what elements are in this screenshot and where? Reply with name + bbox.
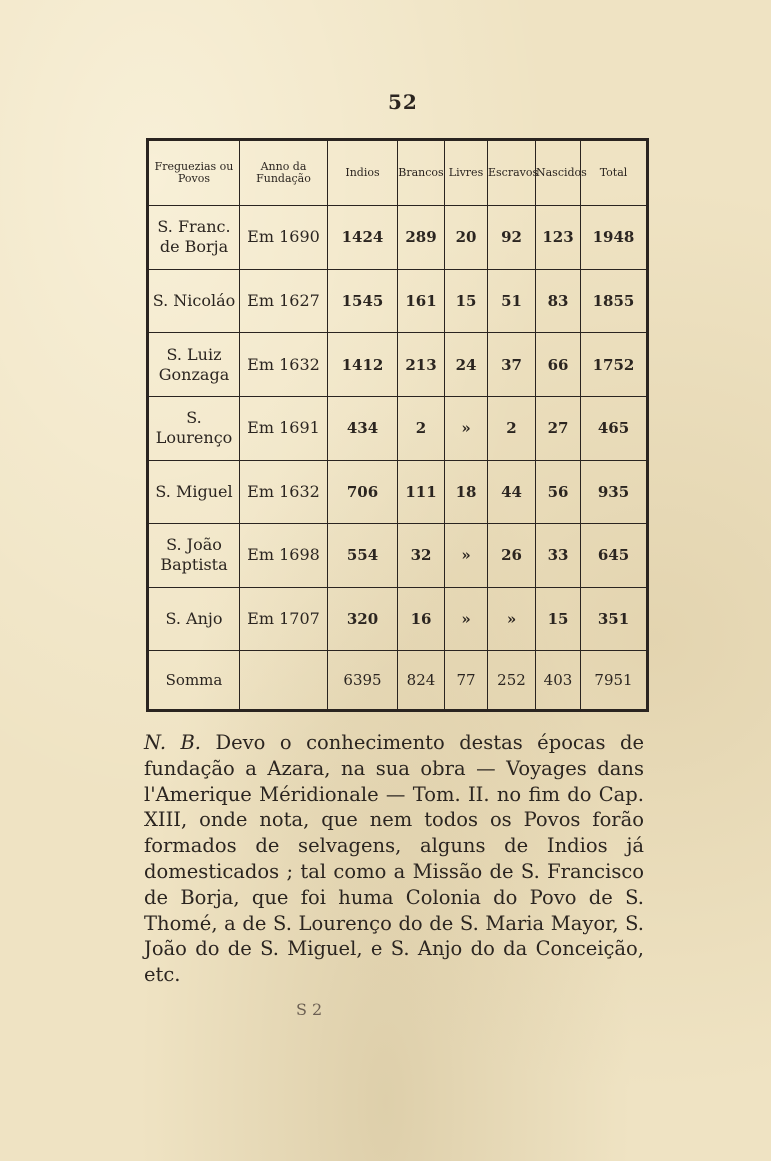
cell-nascidos: 15: [536, 587, 581, 651]
cell-livres: »: [445, 396, 488, 460]
footnote-text: Devo o conhecimento destas épocas de fundação a Azara, na sua obra — Voyages dans l'Amerique Méridionale — Tom. II. no fim do Cap. XIII, onde nota, que nem todos os Povos forão formados de selvagens, alguns de Indios já domesticados ; tal como a Missão de S. Francisco de Borja, que foi huma Colonia do Povo de S. Thomé, a de S. Lourenço do de S. Maria Mayor, S. João do de S. Miguel, e S. Anjo do da Conceição, etc.: [144, 731, 644, 987]
cell-indios: 706: [328, 460, 398, 524]
cell-brancos: 32: [398, 524, 445, 588]
cell-livres: 18: [445, 460, 488, 524]
cell-nascidos: 83: [536, 269, 581, 333]
cell-indios: 1424: [328, 206, 398, 270]
cell-sum-escravos: 252: [488, 651, 536, 711]
cell-total: 935: [581, 460, 648, 524]
cell-nascidos: 33: [536, 524, 581, 588]
cell-escravos: 26: [488, 524, 536, 588]
cell-total: 465: [581, 396, 648, 460]
cell-sum-total: 7951: [581, 651, 648, 711]
cell-year: Em 1690: [240, 206, 328, 270]
cell-name: S. Anjo: [148, 587, 240, 651]
cell-total: 1948: [581, 206, 648, 270]
cell-escravos: »: [488, 587, 536, 651]
cell-sum-nascidos: 403: [536, 651, 581, 711]
cell-escravos: 37: [488, 333, 536, 397]
cell-total: 1752: [581, 333, 648, 397]
cell-brancos: 289: [398, 206, 445, 270]
cell-year: Em 1707: [240, 587, 328, 651]
cell-name: S. João Baptista: [148, 524, 240, 588]
header-indios: Indios: [328, 140, 398, 206]
population-table: [146, 138, 649, 712]
signature-mark: S 2: [296, 1000, 323, 1019]
header-livres: Livres: [445, 140, 488, 206]
cell-escravos: 44: [488, 460, 536, 524]
footnote-lead: N. B.: [144, 731, 202, 754]
header-freguezias: Freguezias ou Povos: [148, 140, 240, 206]
cell-livres: »: [445, 587, 488, 651]
cell-escravos: 92: [488, 206, 536, 270]
header-nascidos: Nascidos: [536, 140, 581, 206]
cell-year: Em 1632: [240, 333, 328, 397]
cell-indios: 554: [328, 524, 398, 588]
table-row: [148, 333, 648, 397]
cell-name: S. Franc. de Borja: [148, 206, 240, 270]
header-total: Total: [581, 140, 648, 206]
table-row: [148, 460, 648, 524]
header-brancos: Brancos: [398, 140, 445, 206]
cell-name: S. Nicoláo: [148, 269, 240, 333]
cell-escravos: 51: [488, 269, 536, 333]
cell-livres: »: [445, 524, 488, 588]
cell-brancos: 2: [398, 396, 445, 460]
cell-total: 645: [581, 524, 648, 588]
cell-year: Em 1698: [240, 524, 328, 588]
table-row: [148, 524, 648, 588]
cell-year: Em 1691: [240, 396, 328, 460]
table-row: [148, 587, 648, 651]
table-sum-row: [148, 651, 648, 711]
cell-sum-livres: 77: [445, 651, 488, 711]
table-row: [148, 206, 648, 270]
cell-livres: 20: [445, 206, 488, 270]
cell-sum-indios: 6395: [328, 651, 398, 711]
cell-year: Em 1632: [240, 460, 328, 524]
cell-brancos: 213: [398, 333, 445, 397]
cell-brancos: 111: [398, 460, 445, 524]
cell-nascidos: 56: [536, 460, 581, 524]
header-escravos: Escravos: [488, 140, 536, 206]
cell-total: 351: [581, 587, 648, 651]
cell-nascidos: 66: [536, 333, 581, 397]
cell-indios: 1412: [328, 333, 398, 397]
cell-brancos: 161: [398, 269, 445, 333]
cell-total: 1855: [581, 269, 648, 333]
cell-name: S. Lourenço: [148, 396, 240, 460]
cell-indios: 1545: [328, 269, 398, 333]
cell-sum-label: Somma: [148, 651, 240, 711]
cell-indios: 434: [328, 396, 398, 460]
cell-name: S. Miguel: [148, 460, 240, 524]
table-row: [148, 396, 648, 460]
cell-livres: 15: [445, 269, 488, 333]
cell-livres: 24: [445, 333, 488, 397]
cell-indios: 320: [328, 587, 398, 651]
table-header-row: [148, 140, 648, 206]
cell-nascidos: 123: [536, 206, 581, 270]
footnote: [144, 730, 644, 988]
cell-name: S. Luiz Gonzaga: [148, 333, 240, 397]
page-number: 52: [388, 90, 418, 114]
cell-brancos: 16: [398, 587, 445, 651]
cell-sum-brancos: 824: [398, 651, 445, 711]
cell-year: Em 1627: [240, 269, 328, 333]
table-row: [148, 269, 648, 333]
cell-escravos: 2: [488, 396, 536, 460]
cell-sum-year: [240, 651, 328, 711]
header-anno: Anno da Fundação: [240, 140, 328, 206]
cell-nascidos: 27: [536, 396, 581, 460]
